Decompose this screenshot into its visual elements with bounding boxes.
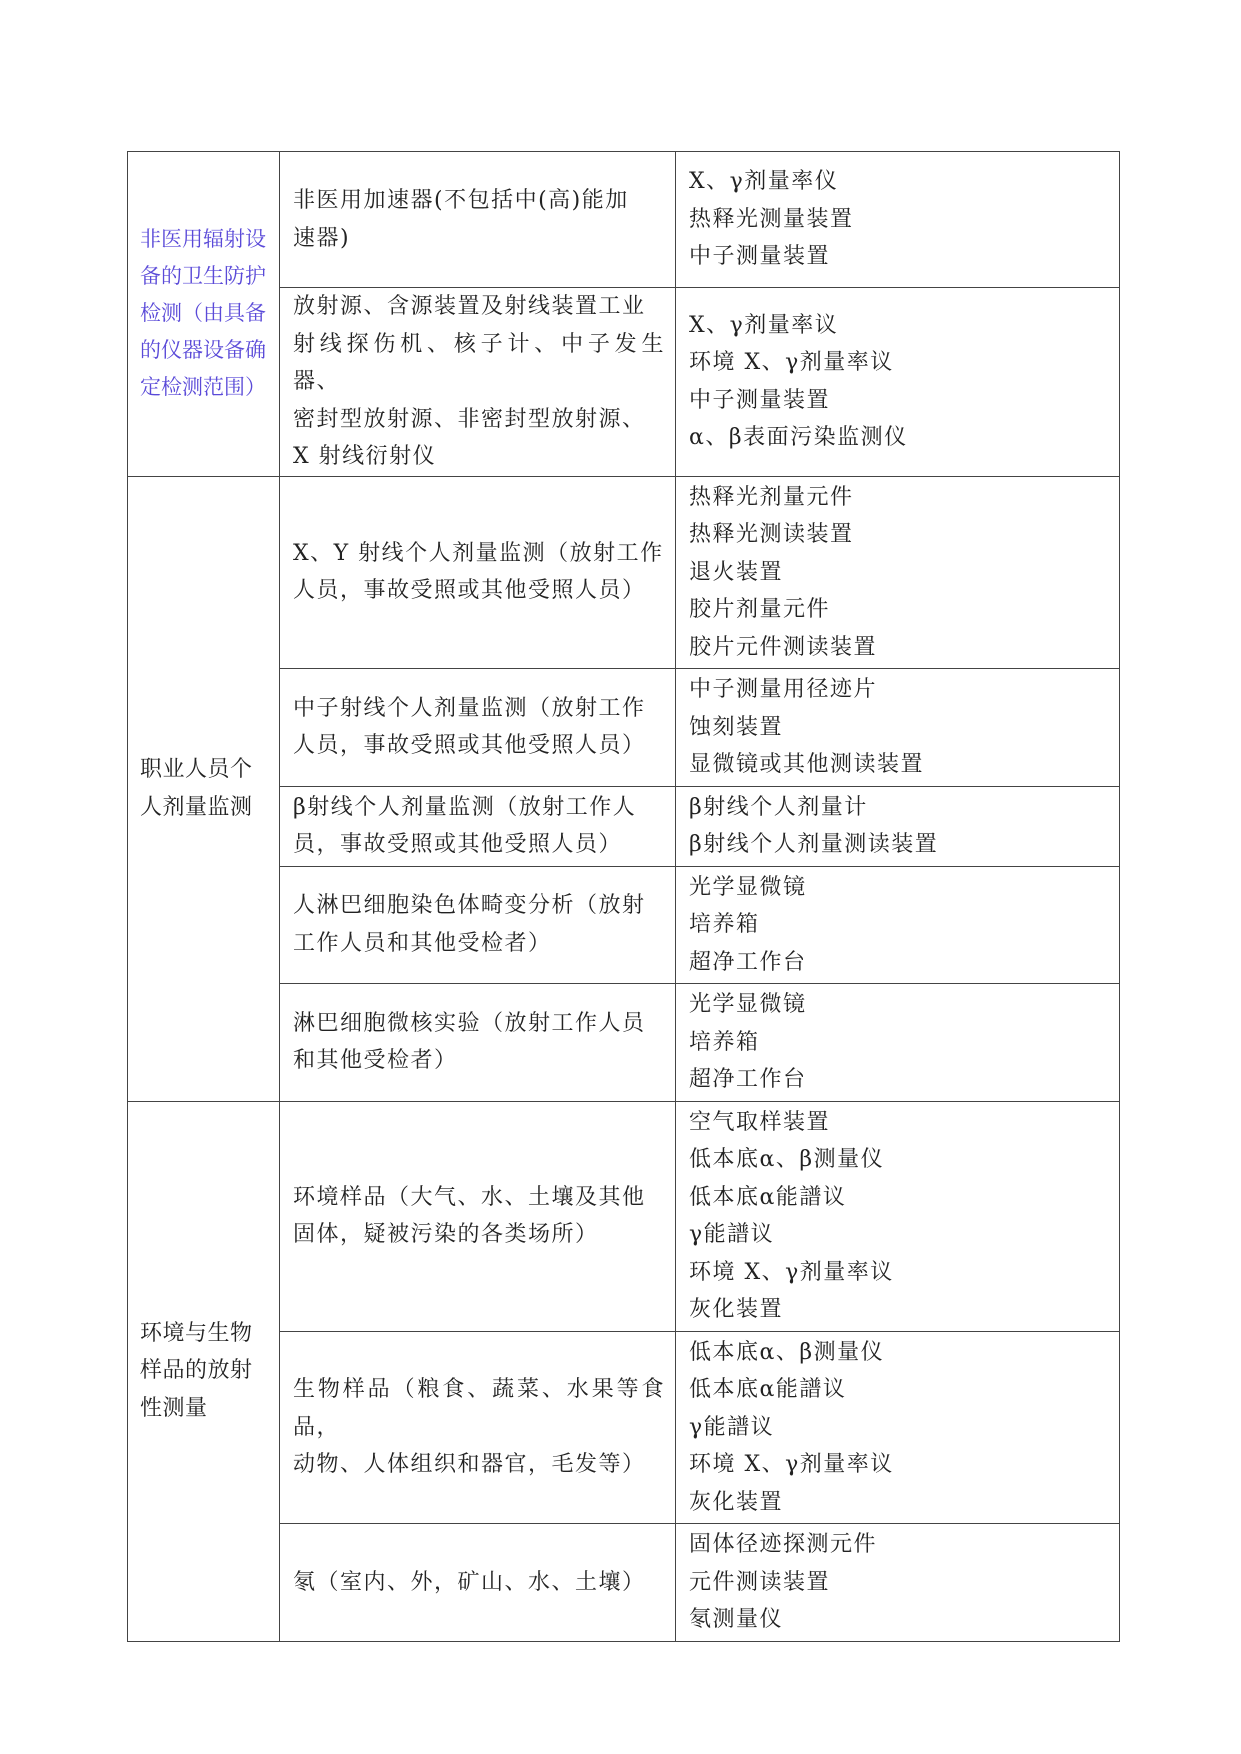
equipment-cell: 低本底α、β测量仪 低本底α能譜议 γ能譜议 环境 X、γ剂量率议 灰化装置 <box>676 1331 1120 1524</box>
equipment-cell: 光学显微镜 培养箱 超净工作台 <box>676 866 1120 984</box>
table-row <box>128 476 1120 669</box>
table-row <box>128 1101 1120 1331</box>
item-cell: 生物样品（粮食、蔬菜、水果等食品， 动物、人体组织和器官，毛发等） <box>280 1331 676 1524</box>
equipment-cell: 固体径迹探测元件 元件测读装置 氡测量仪 <box>676 1524 1120 1642</box>
category-cell: 非医用辐射设 备的卫生防护 检测（由具备 的仪器设备确 定检测范围） <box>128 152 280 477</box>
category-cell: 环境与生物 样品的放射 性测量 <box>128 1101 280 1641</box>
item-cell: 淋巴细胞微核实验（放射工作人员 和其他受检者） <box>280 984 676 1102</box>
equipment-cell: 热释光剂量元件 热释光测读装置 退火装置 胶片剂量元件 胶片元件测读装置 <box>676 476 1120 669</box>
equipment-cell: X、γ剂量率仪 热释光测量装置 中子测量装置 <box>676 152 1120 288</box>
equipment-table <box>127 151 1120 1642</box>
equipment-cell: 中子测量用径迹片 蚀刻装置 显微镜或其他测读装置 <box>676 669 1120 787</box>
item-cell: β射线个人剂量监测（放射工作人 员，事故受照或其他受照人员） <box>280 786 676 866</box>
equipment-cell: β射线个人剂量计 β射线个人剂量测读装置 <box>676 786 1120 866</box>
equipment-cell: 光学显微镜 培养箱 超净工作台 <box>676 984 1120 1102</box>
equipment-cell: X、γ剂量率议 环境 X、γ剂量率议 中子测量装置 α、β表面污染监测仪 <box>676 288 1120 477</box>
item-cell: 环境样品（大气、水、土壤及其他 固体，疑被污染的各类场所） <box>280 1101 676 1331</box>
item-cell: 中子射线个人剂量监测（放射工作 人员，事故受照或其他受照人员） <box>280 669 676 787</box>
item-cell: 放射源、含源装置及射线装置工业 射线探伤机、核子计、中子发生器、 密封型放射源、非密封型放射源、 X 射线衍射仪 <box>280 288 676 477</box>
item-cell: 氡（室内、外，矿山、水、土壤） <box>280 1524 676 1642</box>
table-row <box>128 152 1120 288</box>
equipment-cell: 空气取样装置 低本底α、β测量仪 低本底α能譜议 γ能譜议 环境 X、γ剂量率议 灰化装置 <box>676 1101 1120 1331</box>
category-cell: 职业人员个 人剂量监测 <box>128 476 280 1101</box>
item-cell: 非医用加速器(不包括中(高)能加 速器) <box>280 152 676 288</box>
item-cell: X、Y 射线个人剂量监测（放射工作 人员，事故受照或其他受照人员） <box>280 476 676 669</box>
item-cell: 人淋巴细胞染色体畸变分析（放射 工作人员和其他受检者） <box>280 866 676 984</box>
